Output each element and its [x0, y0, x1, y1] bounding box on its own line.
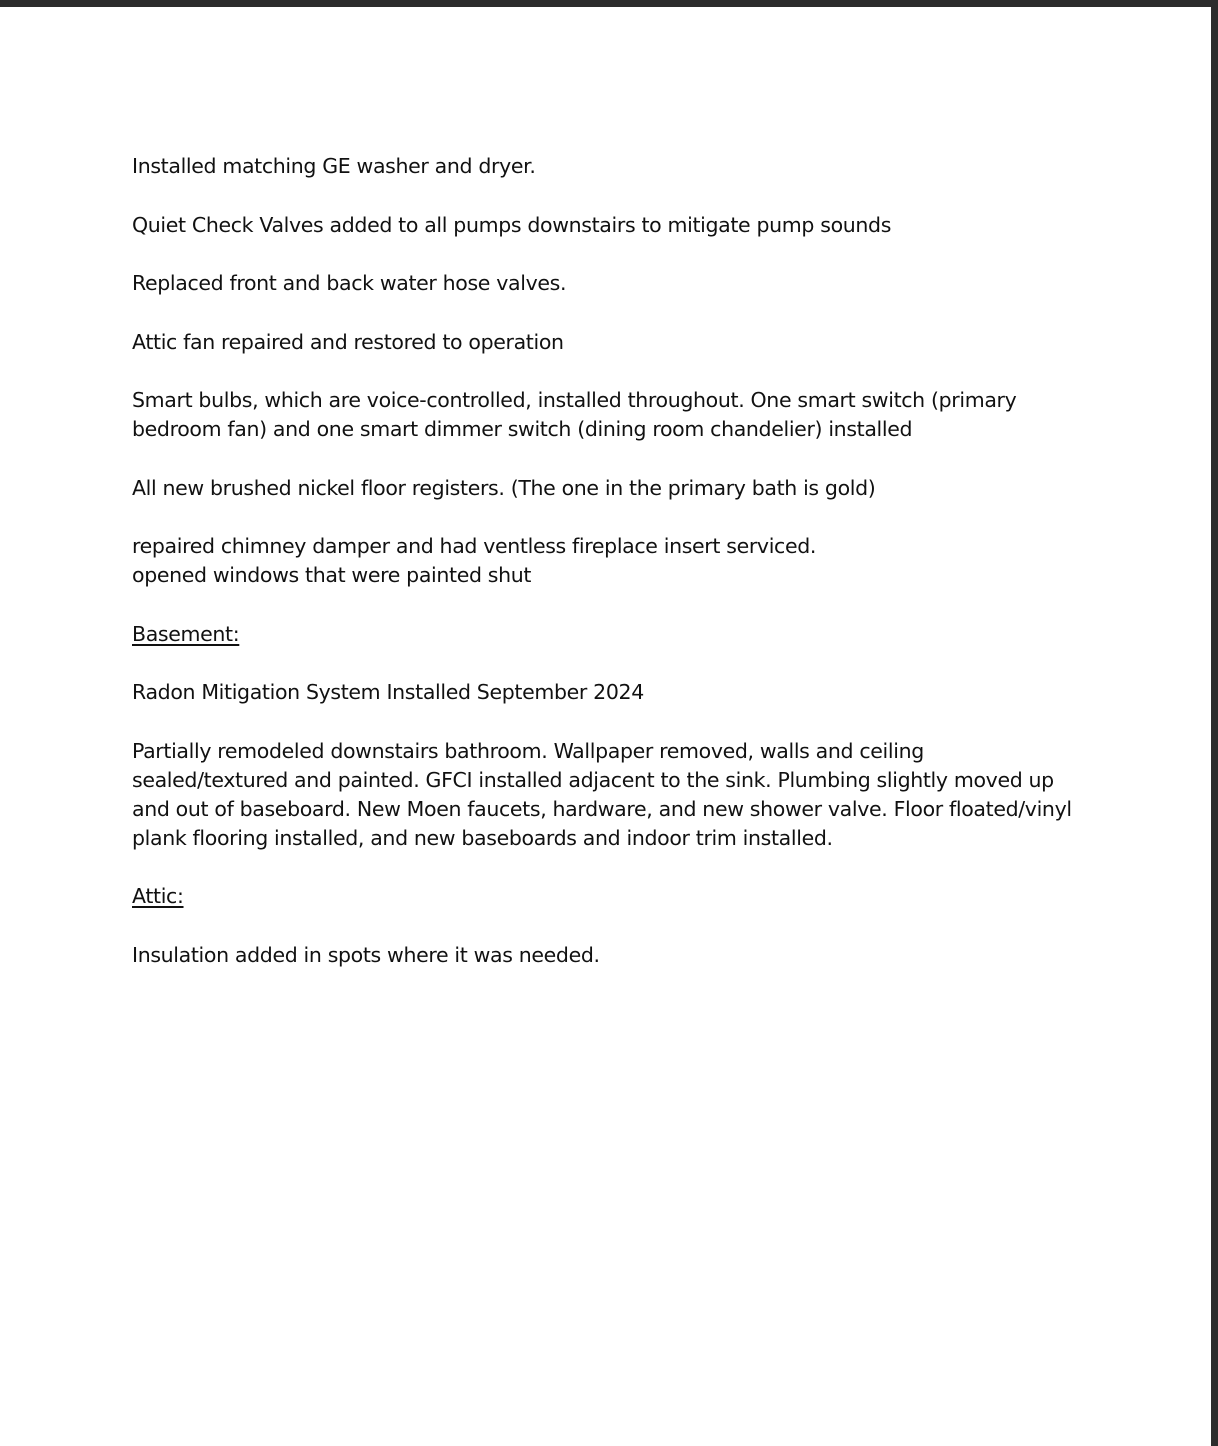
paragraph-bathroom-remodel: Partially remodeled downstairs bathroom. Wallpaper removed, walls and ceiling sealed/textured and painted. GFCI installed adjacent to the sink. Plumbing slightly moved up and out of baseboard. New Moen faucets, hardware, and new shower valve. Floor floated/vinyl plank flooring installed, and new baseboards and indoor trim installed. — [132, 738, 1072, 850]
paragraph-insulation: Insulation added in spots where it was needed. — [132, 942, 600, 967]
document-page — [0, 7, 1211, 1446]
viewer-top-border — [0, 0, 1218, 7]
viewer-scrollbar-edge[interactable] — [1211, 0, 1218, 1446]
paragraph-check-valves: Quiet Check Valves added to all pumps downstairs to mitigate pump sounds — [132, 212, 892, 237]
paragraph-windows: opened windows that were painted shut — [132, 563, 532, 587]
section-heading-attic: Attic: — [132, 884, 184, 908]
paragraph-floor-registers: All new brushed nickel floor registers. (The one in the primary bath is gold) — [132, 475, 876, 500]
section-heading-basement: Basement: — [132, 621, 240, 646]
paragraph-hose-valves: Replaced front and back water hose valves. — [132, 271, 567, 295]
page-content — [132, 152, 1072, 999]
paragraph-attic-fan: Attic fan repaired and restored to operation — [132, 329, 564, 354]
paragraph-chimney: repaired chimney damper and had ventless fireplace insert serviced. — [132, 534, 817, 558]
paragraph-radon: Radon Mitigation System Installed September 2024 — [132, 680, 644, 704]
paragraph-washer-dryer: Installed matching GE washer and dryer. — [132, 154, 536, 178]
paragraph-smart-bulbs: Smart bulbs, which are voice-controlled, installed throughout. One smart switch (primary bedroom fan) and one smart dimmer switch (dining room chandelier) installed — [132, 388, 1017, 441]
